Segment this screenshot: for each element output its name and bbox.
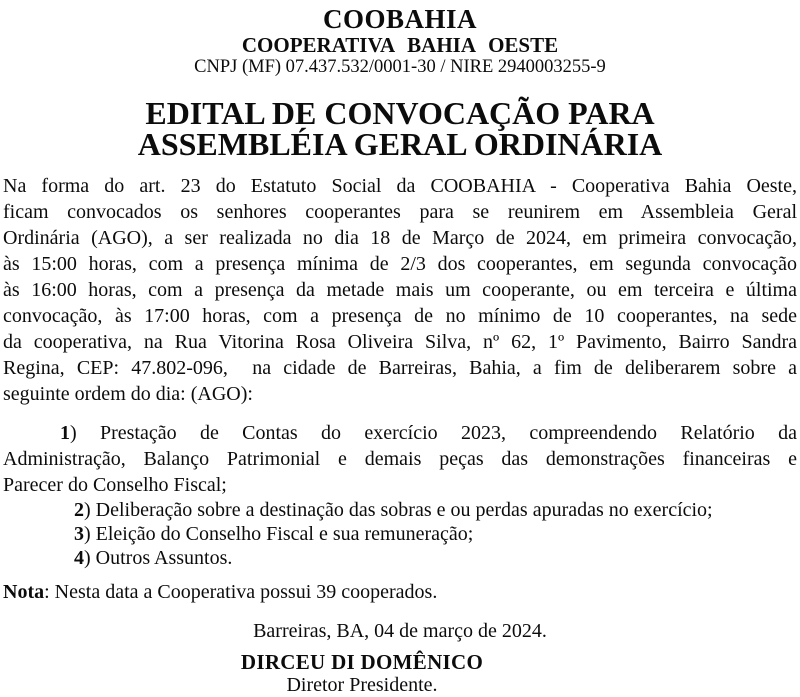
agenda-item-3-number: 3 [74, 523, 84, 545]
paragraph-line: Ordinária (AGO), a ser realizada no dia 18 de Março de 2024, em primeira convocação, [3, 227, 797, 249]
date-place-line: Barreiras, BA, 04 de março de 2024. [253, 620, 547, 642]
letterhead [3, 4, 797, 78]
agenda-item-1-line-1 [3, 420, 797, 446]
signature-block [3, 651, 797, 696]
agenda-item-1-number: 1 [60, 422, 70, 444]
paragraph-line: da cooperativa, na Rua Vitorina Rosa Oliveira Silva, nº 62, 1º Pavimento, Bairro Sandra [3, 331, 797, 353]
note-label: Nota [3, 581, 45, 603]
org-subtitle: COOPERATIVA BAHIA OESTE [241, 33, 559, 57]
agenda-item-1-line-2: Administração, Balanço Patrimonial e demais peças das demonstrações financeiras e [3, 448, 797, 470]
agenda-item-4-text: ) Outros Assuntos. [84, 547, 233, 569]
convocation-paragraph [3, 173, 797, 407]
agenda-item-1-text: ) Prestação de Contas do exercício 2023, compreendendo Relatório da [70, 422, 797, 444]
agenda-item-4 [3, 546, 797, 570]
agenda-item-3 [3, 522, 797, 546]
note-text: : Nesta data a Cooperativa possui 39 cooperados. [44, 581, 438, 603]
signatory-role: Diretor Presidente. [286, 674, 438, 696]
paragraph-line: Regina, CEP: 47.802-096, na cidade de Barreiras, Bahia, a fim de deliberarem sobre a [3, 357, 797, 379]
paragraph-line: seguinte ordem do dia: (AGO): [3, 383, 253, 405]
org-registration: CNPJ (MF) 07.437.532/0001-30 / NIRE 2940003255-9 [194, 57, 606, 77]
agenda-item-4-number: 4 [74, 547, 84, 569]
agenda-item-2-number: 2 [74, 499, 84, 521]
document-title-line1: EDITAL DE CONVOCAÇÃO PARA [145, 95, 655, 131]
document-title-line2: ASSEMBLÉIA GERAL ORDINÁRIA [137, 126, 663, 162]
paragraph-line: às 16:00 horas, com a presença da metade mais um cooperante, ou em terceira e última [3, 279, 797, 301]
agenda-item-1-line-3: Parecer do Conselho Fiscal; [3, 474, 227, 496]
document-title [3, 95, 797, 162]
note-line [3, 579, 797, 605]
paragraph-line: ficam convocados os senhores cooperantes para se reunirem em Assembleia Geral [3, 201, 797, 223]
paragraph-line: Na forma do art. 23 do Estatuto Social da COOBAHIA - Cooperativa Bahia Oeste, [3, 175, 797, 197]
signatory-name: DIRCEU DI DOMÊNICO [240, 650, 484, 674]
org-name: COOBAHIA [322, 4, 478, 34]
paragraph-line: convocação, às 17:00 horas, com a presença de no mínimo de 10 cooperantes, na sede [3, 305, 797, 327]
agenda-item-3-text: ) Eleição do Conselho Fiscal e sua remuneração; [84, 523, 474, 545]
agenda-item-2-text: ) Deliberação sobre a destinação das sobras e ou perdas apuradas no exercício; [84, 499, 713, 521]
paragraph-line: às 15:00 horas, com a presença mínima de 2/3 dos cooperantes, em segunda convocação [3, 253, 797, 275]
agenda-item-2 [3, 498, 797, 522]
agenda-list [3, 420, 797, 570]
